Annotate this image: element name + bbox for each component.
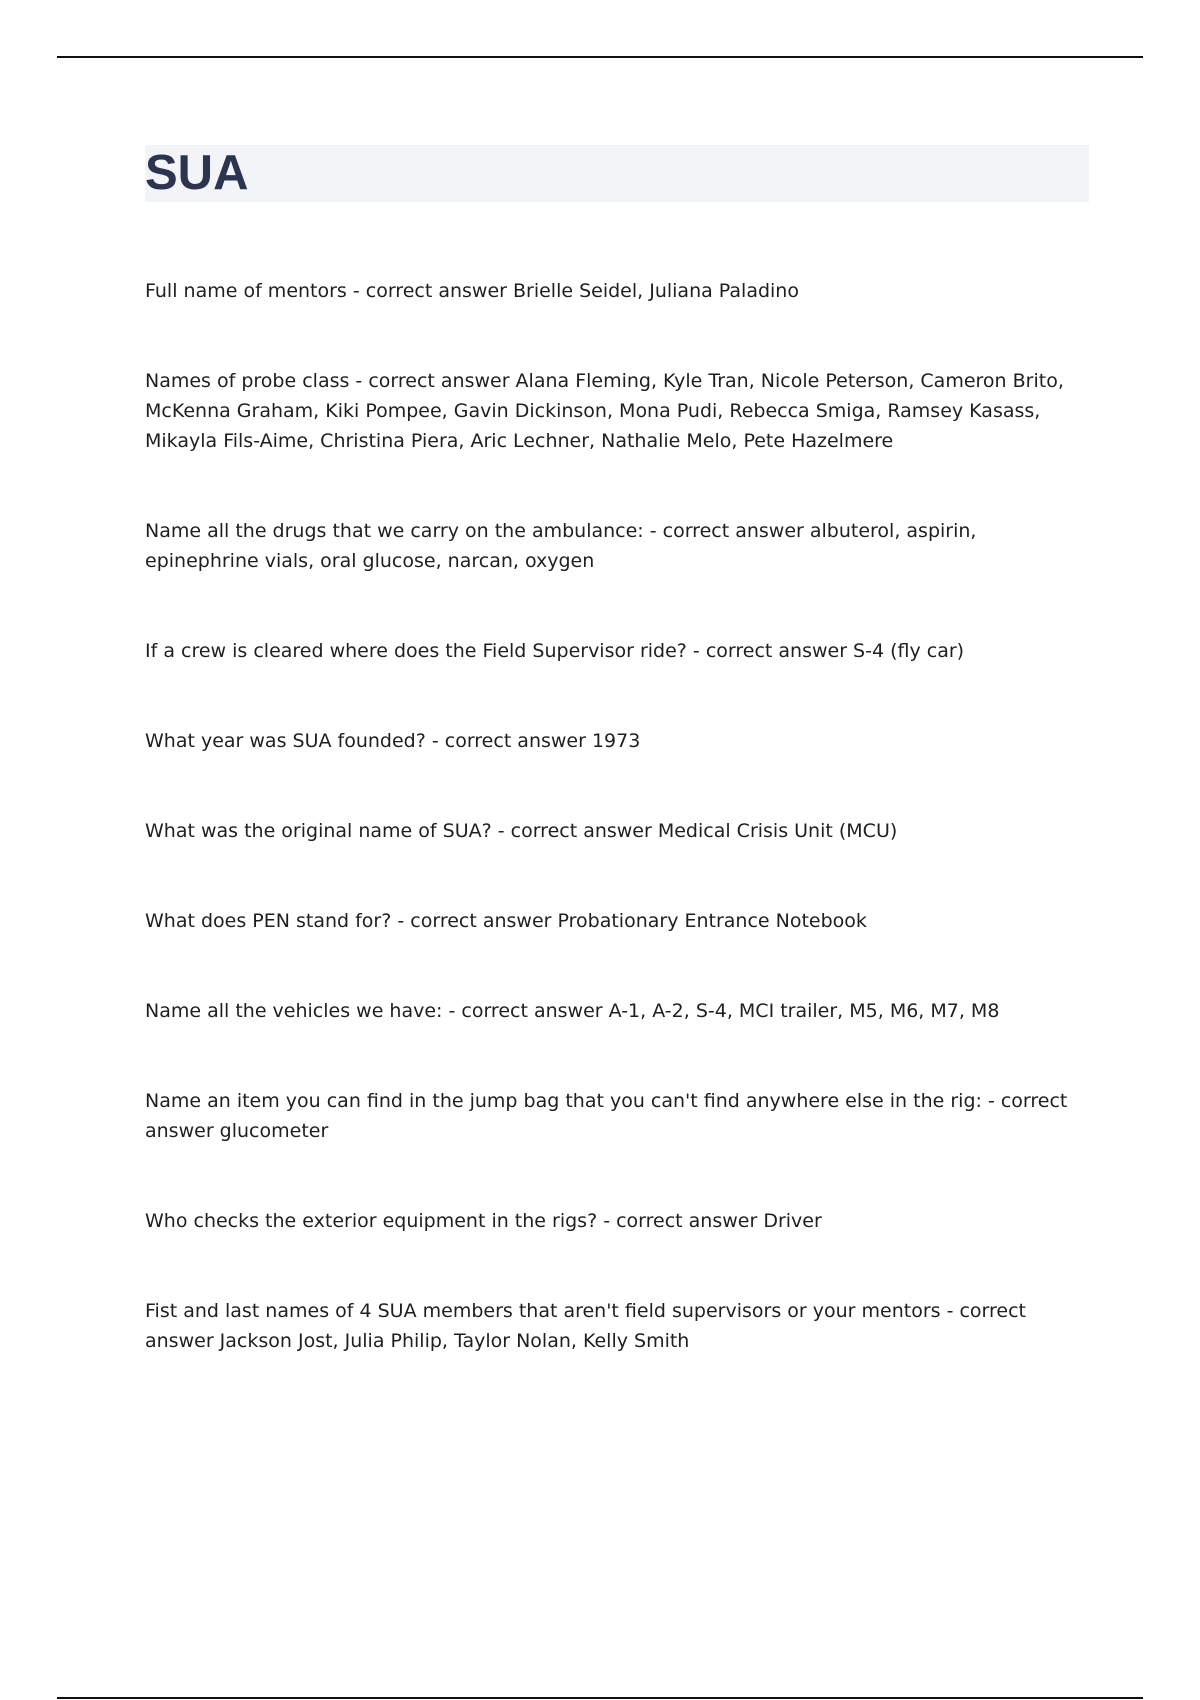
qa-item: What was the original name of SUA? - correct answer Medical Crisis Unit (MCU) xyxy=(145,820,898,842)
title-band xyxy=(145,145,1089,202)
top-rule xyxy=(57,56,1143,58)
qa-item: What year was SUA founded? - correct answer 1973 xyxy=(145,730,641,752)
qa-item: Fist and last names of 4 SUA members that aren't field supervisors or your mentors - correct answer Jackson Jost, Julia Philip, Taylor Nolan, Kelly Smith xyxy=(145,1300,1026,1352)
qa-item: Full name of mentors - correct answer Brielle Seidel, Juliana Paladino xyxy=(145,280,799,302)
qa-item: Name all the vehicles we have: - correct answer A-1, A-2, S-4, MCI trailer, M5, M6, M7, M8 xyxy=(145,1000,1000,1022)
qa-list xyxy=(145,276,1085,1416)
bottom-rule xyxy=(57,1697,1143,1699)
qa-item: Name an item you can find in the jump bag that you can't find anywhere else in the rig: - correct answer glucometer xyxy=(145,1090,1068,1142)
qa-item: If a crew is cleared where does the Field Supervisor ride? - correct answer S-4 (fly car) xyxy=(145,640,965,662)
page-title: SUA xyxy=(145,146,249,200)
qa-item: Who checks the exterior equipment in the rigs? - correct answer Driver xyxy=(145,1210,822,1232)
qa-item: Name all the drugs that we carry on the ambulance: - correct answer albuterol, aspirin, epinephrine vials, oral glucose, narcan, oxygen xyxy=(145,520,977,572)
qa-item: What does PEN stand for? - correct answer Probationary Entrance Notebook xyxy=(145,910,867,932)
qa-item: Names of probe class - correct answer Alana Fleming, Kyle Tran, Nicole Peterson, Cameron Brito, McKenna Graham, Kiki Pompee, Gavin Dickinson, Mona Pudi, Rebecca Smiga, Ramsey Kasass, Mikayla Fils-Aime, Christina Piera, Aric Lechner, Nathalie Melo, Pete Hazelmere xyxy=(145,370,1064,452)
